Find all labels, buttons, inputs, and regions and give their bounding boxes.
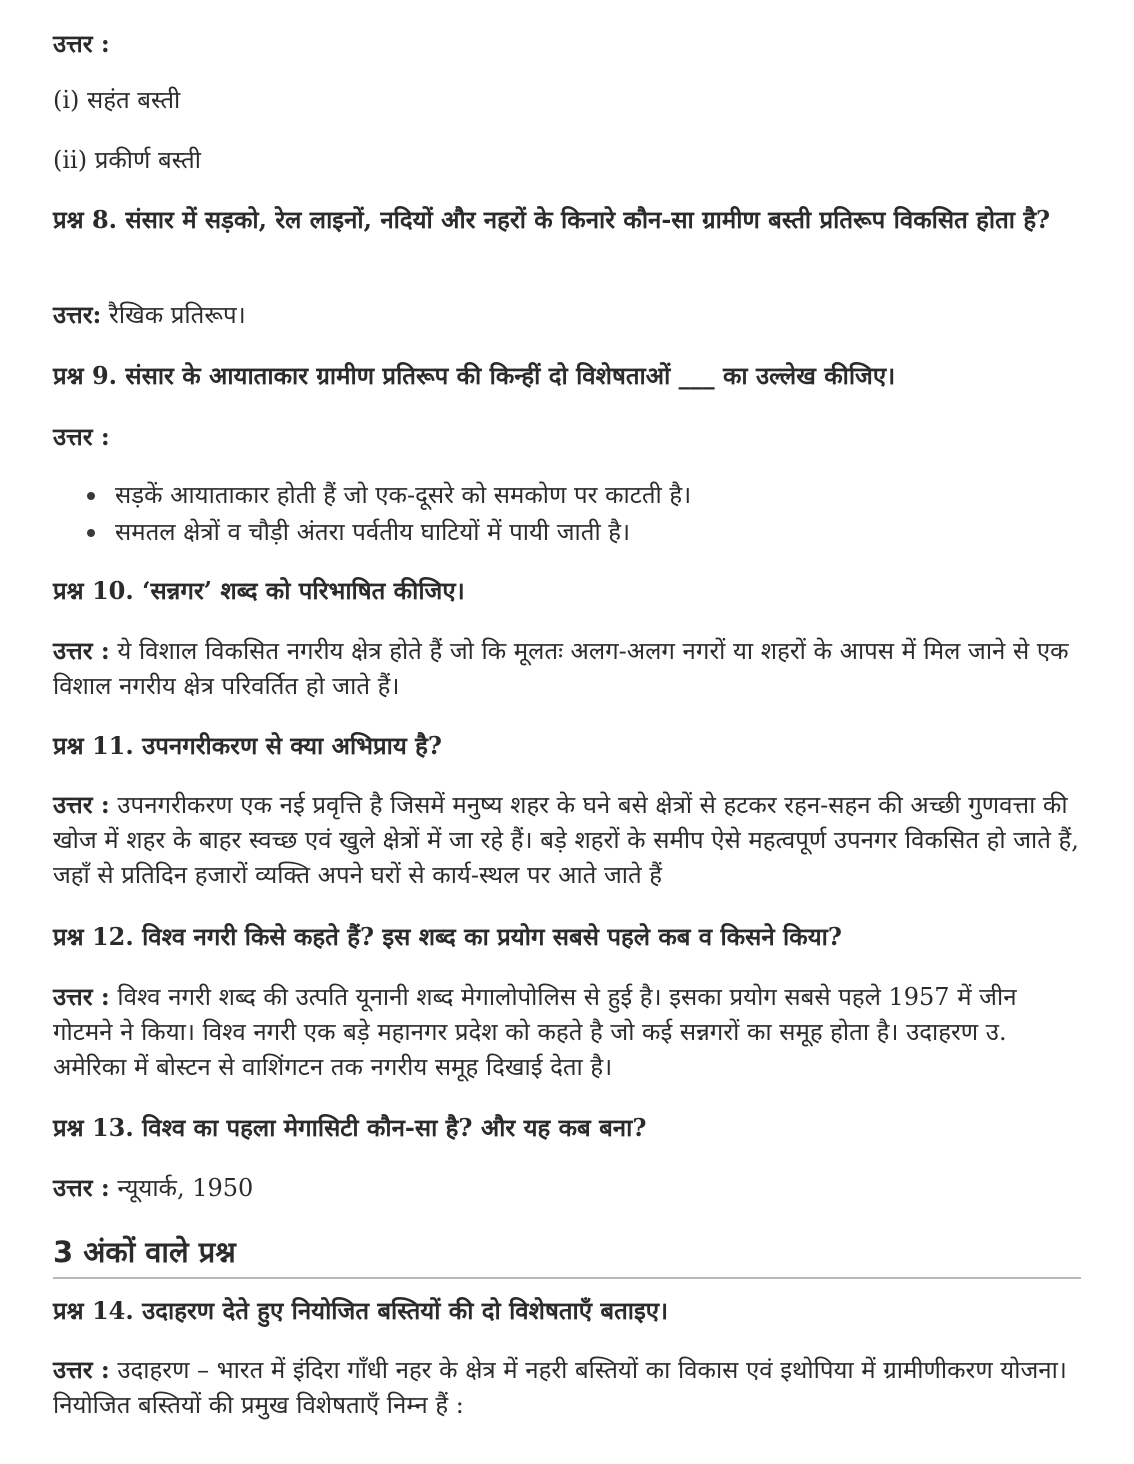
answer-text: ये विशाल विकसित नगरीय क्षेत्र होते हैं जो कि मूलतः अलग-अलग नगरों या शहरों के आपस में मिल जाने से एक विशाल नगरीय क्षेत्र परिवर्तित हो जाते हैं। (53, 637, 1069, 700)
answer-10 (53, 633, 1083, 704)
question-8: प्रश्न 8. संसार में सड़को, रेल लाइनों, नदियों और नहरों के किनारे कौन-सा ग्रामीण बस्ती प्रतिरूप विकसित होता है? (53, 205, 1051, 234)
answer-text: उदाहरण – भारत में इंदिरा गाँधी नहर के क्षेत्र में नहरी बस्तियों का विकास एवं इथोपिया में ग्रामीणीकरण योजना। नियोजित बस्तियों की प्रमुख विशेषताएँ निम्न हैं : (53, 1356, 1067, 1419)
answer-label: उत्तर : (53, 636, 110, 665)
list-item-text: सड़कें आयाताकार होती हैं जो एक-दूसरे को समकोण पर काटती है। (115, 481, 692, 509)
answer-text: विश्व नगरी शब्द की उत्पति यूनानी शब्द मेगालोपोलिस से हुई है। इसका प्रयोग सबसे पहले 1957 में जीन गोटमने ने किया। विश्व नगरी एक बड़े महानगर प्रदेश को कहते है जो कई सन्नगरों का समूह होता है। उदाहरण उ. अमेरिका में बोस्टन से वाशिंगटन तक नगरीय समूह दिखाई देता है। (53, 983, 1017, 1081)
answer-text: उपनगरीकरण एक नई प्रवृत्ति है जिसमें मनुष्य शहर के घने बसे क्षेत्रों से हटकर रहन-सहन की अच्छी गुणवत्ता की खोज में शहर के बाहर स्वच्छ एवं खुले क्षेत्रों में जा रहे हैं। बड़े शहरों के समीप ऐसे महत्वपूर्ण उपनगर विकसित हो जाते हैं, जहाँ से प्रतिदिन हजारों व्यक्ति अपने घरों से कार्य-स्थल पर आते जाते हैं (53, 791, 1079, 889)
bullet-icon (87, 492, 95, 500)
answer-label: उत्तर : (53, 790, 110, 819)
answer-11 (53, 787, 1083, 893)
question-9: प्रश्न 9. संसार के आयाताकार ग्रामीण प्रतिरूप की किन्हीं दो विशेषताओं ___ का उल्लेख कीजिए। (53, 361, 896, 390)
answer-text: रैखिक प्रतिरूप। (101, 301, 246, 329)
answer-13 (53, 1170, 1083, 1206)
answer-label: उत्तर : (53, 982, 110, 1011)
section-heading: 3 अंकों वाले प्रश्न (53, 1235, 236, 1269)
section-divider (53, 1277, 1081, 1279)
bullet-icon (87, 529, 95, 537)
question-12: प्रश्न 12. विश्व नगरी किसे कहते हैं? इस शब्द का प्रयोग सबसे पहले कब व किसने किया? (53, 922, 842, 951)
answer-item-i: (i) सहंत बस्ती (53, 86, 181, 114)
answer-label: उत्तर : (53, 29, 110, 58)
list-item-text: समतल क्षेत्रों व चौड़ी अंतरा पर्वतीय घाटियों में पायी जाती है। (115, 518, 631, 546)
answer-label: उत्तर: (53, 300, 102, 329)
answer-8 (53, 297, 1083, 333)
list-item (53, 477, 1083, 514)
question-13: प्रश्न 13. विश्व का पहला मेगासिटी कौन-सा है? और यह कब बना? (53, 1113, 647, 1142)
answer-text: न्यूयार्क, 1950 (109, 1174, 254, 1202)
answer-label: उत्तर : (53, 422, 110, 451)
question-14: प्रश्न 14. उदाहरण देते हुए नियोजित बस्तियों की दो विशेषताएँ बताइए। (53, 1296, 669, 1325)
list-item (53, 514, 1083, 551)
answer-label: उत्तर : (53, 1355, 110, 1384)
answer-14 (53, 1352, 1083, 1423)
answer-9-bullet-list (53, 477, 1083, 551)
question-10: प्रश्न 10. ‘सन्नगर’ शब्द को परिभाषित कीजिए। (53, 576, 465, 605)
answer-12 (53, 979, 1083, 1085)
answer-item-ii: (ii) प्रकीर्ण बस्ती (53, 146, 201, 174)
question-11: प्रश्न 11. उपनगरीकरण से क्या अभिप्राय है? (53, 731, 442, 760)
answer-label: उत्तर : (53, 1173, 110, 1202)
